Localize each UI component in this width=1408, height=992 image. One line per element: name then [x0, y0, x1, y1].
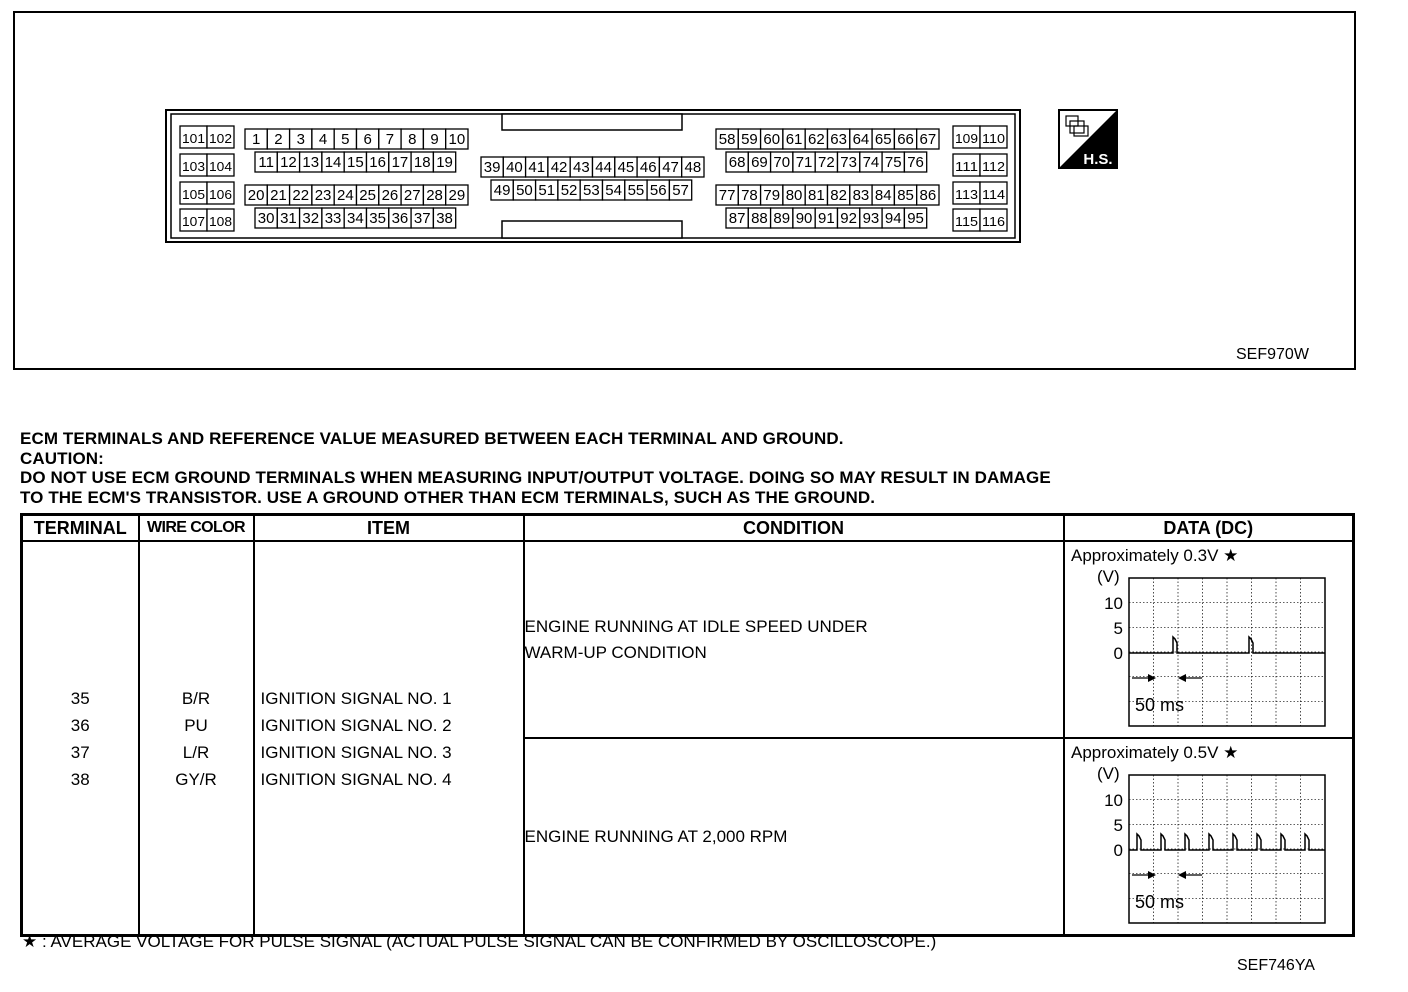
connector-pin-62: 62 [808, 131, 825, 148]
table-row [22, 541, 1354, 738]
connector-pin-4: 4 [318, 131, 328, 148]
condition-idle [524, 541, 1064, 738]
connector-pin-103: 103 [182, 159, 205, 174]
wire-color-cell [139, 541, 254, 936]
connector-pin-116: 116 [982, 214, 1005, 229]
connector-pin-26: 26 [381, 187, 399, 204]
ecm-terminal-table [20, 513, 1355, 937]
connector-pin-44: 44 [595, 159, 612, 176]
connector-pin-3: 3 [296, 131, 305, 148]
connector-pin-80: 80 [785, 187, 803, 204]
connector-pin-74: 74 [862, 154, 880, 171]
connector-pin-1: 1 [251, 131, 261, 148]
scope-tick-0: 0 [1113, 644, 1123, 663]
connector-pin-43: 43 [573, 159, 590, 176]
connector-pin-61: 61 [785, 131, 803, 148]
connector-pin-19: 19 [436, 154, 453, 171]
oscilloscope-idle [1065, 542, 1355, 732]
connector-pin-91: 91 [818, 210, 835, 227]
connector-pin-30: 30 [257, 210, 275, 227]
connector-pin-11: 11 [258, 154, 274, 171]
wire-color-3: L/R [182, 743, 210, 762]
connector-pin-31: 31 [280, 210, 297, 227]
caution-text-1: DO NOT USE ECM GROUND TERMINALS WHEN MEASURING INPUT/OUTPUT VOLTAGE. DOING SO MAY RESULT IN DAMAGE [20, 468, 1051, 487]
item-4: IGNITION SIGNAL NO. 4 [260, 770, 452, 789]
scope-unit-label: (V) [1096, 764, 1120, 783]
connector-pin-58: 58 [718, 131, 736, 148]
connector-pin-57: 57 [672, 182, 689, 199]
connector-pin-17: 17 [391, 154, 409, 171]
connector-pin-49: 49 [493, 182, 511, 199]
col-data: DATA (DC) [1064, 515, 1354, 542]
connector-pin-29: 29 [448, 187, 466, 204]
connector-pin-84: 84 [874, 187, 892, 204]
connector-pin-27: 27 [403, 187, 421, 204]
connector-pin-108: 108 [209, 214, 232, 229]
terminal-35: 35 [70, 689, 90, 708]
connector-pin-56: 56 [649, 182, 667, 199]
terminal-37: 37 [70, 743, 90, 762]
connector-pin-7: 7 [385, 131, 395, 148]
connector-pin-89: 89 [773, 210, 791, 227]
connector-pin-110: 110 [982, 131, 1005, 146]
connector-pin-64: 64 [852, 131, 870, 148]
connector-pin-93: 93 [862, 210, 880, 227]
connector-pin-83: 83 [852, 187, 870, 204]
connector-pin-6: 6 [363, 131, 372, 148]
connector-latch-bottom [502, 221, 682, 238]
connector-pin-5: 5 [341, 131, 350, 148]
connector-pin-18: 18 [413, 154, 431, 171]
connector-pin-101: 101 [182, 131, 205, 146]
table-figure-code: SEF746YA [1237, 957, 1315, 974]
connector-pin-85: 85 [897, 187, 914, 204]
connector-pin-8: 8 [408, 131, 417, 148]
scope-tick-0: 0 [1113, 841, 1123, 860]
connector-pin-16: 16 [369, 154, 386, 171]
scope-tick-10: 10 [1103, 594, 1123, 613]
condition-2000rpm-line1: ENGINE RUNNING AT 2,000 RPM [524, 826, 788, 846]
connector-pin-51: 51 [538, 182, 556, 199]
connector-pin-55: 55 [627, 182, 645, 199]
table-header-row [22, 515, 1354, 542]
oscilloscope-2000rpm [1065, 739, 1355, 929]
item-3: IGNITION SIGNAL NO. 3 [260, 743, 452, 762]
scope-value-label: Approximately 0.3V ★ [1070, 546, 1238, 565]
scope-unit-label: (V) [1096, 567, 1120, 586]
connector-pin-112: 112 [982, 159, 1005, 174]
data-idle [1064, 541, 1354, 738]
connector-pin-90: 90 [795, 210, 813, 227]
scope-value-label: Approximately 0.5V ★ [1070, 743, 1238, 762]
connector-pin-78: 78 [741, 187, 758, 204]
connector-pin-39: 39 [483, 159, 501, 176]
connector-pin-92: 92 [840, 210, 857, 227]
connector-pin-38: 38 [436, 210, 453, 227]
connector-pin-82: 82 [830, 187, 847, 204]
item-2: IGNITION SIGNAL NO. 2 [260, 716, 452, 735]
connector-pin-79: 79 [763, 187, 781, 204]
data-2000rpm [1064, 738, 1354, 936]
connector-pin-76: 76 [907, 154, 924, 171]
connector-pin-71: 71 [795, 154, 813, 171]
connector-pin-66: 66 [897, 131, 914, 148]
connector-pin-75: 75 [884, 154, 902, 171]
connector-pin-28: 28 [426, 187, 443, 204]
connector-pin-115: 115 [955, 214, 978, 229]
connector-pin-48: 48 [684, 159, 702, 176]
wire-color-2: PU [184, 716, 208, 735]
connector-pin-109: 109 [955, 131, 978, 146]
connector-pin-65: 65 [874, 131, 892, 148]
connector-pin-111: 111 [955, 159, 978, 174]
connector-pin-63: 63 [830, 131, 847, 148]
connector-pin-53: 53 [583, 182, 600, 199]
footnote: ★ : AVERAGE VOLTAGE FOR PULSE SIGNAL (ACTUAL PULSE SIGNAL CAN BE CONFIRMED BY OSCILLOSCOPE.) [22, 932, 937, 951]
connector-pin-113: 113 [955, 187, 978, 202]
connector-pin-45: 45 [617, 159, 635, 176]
connector-pins [180, 126, 1007, 231]
connector-pin-20: 20 [247, 187, 265, 204]
connector-pin-73: 73 [840, 154, 857, 171]
connector-pin-67: 67 [919, 131, 937, 148]
hs-label: H.S. [1083, 151, 1113, 168]
connector-pin-25: 25 [359, 187, 376, 204]
hs-icon [1059, 110, 1117, 168]
terminal-38: 38 [70, 770, 90, 789]
connector-pin-104: 104 [209, 159, 232, 174]
caution-text-2: TO THE ECM'S TRANSISTOR. USE A GROUND OTHER THAN ECM TERMINALS, SUCH AS THE GROUND. [20, 488, 876, 507]
connector-pin-34: 34 [347, 210, 364, 227]
connector-pin-35: 35 [369, 210, 386, 227]
connector-pin-9: 9 [430, 131, 439, 148]
connector-pin-88: 88 [751, 210, 768, 227]
col-wire-color: WIRE COLOR [139, 515, 254, 542]
connector-pin-72: 72 [818, 154, 835, 171]
col-terminal: TERMINAL [22, 515, 139, 542]
caution-label: CAUTION: [20, 449, 104, 468]
connector-pin-23: 23 [314, 187, 332, 204]
connector-pin-24: 24 [337, 187, 354, 204]
connector-pin-54: 54 [605, 182, 622, 199]
connector-pin-105: 105 [182, 187, 205, 202]
connector-pin-47: 47 [662, 159, 679, 176]
connector-pin-94: 94 [884, 210, 902, 227]
connector-pin-46: 46 [639, 159, 657, 176]
connector-pin-21: 21 [270, 187, 287, 204]
item-1: IGNITION SIGNAL NO. 1 [260, 689, 452, 708]
col-condition: CONDITION [524, 515, 1064, 542]
connector-figure-code: SEF970W [1236, 346, 1309, 363]
scope-tick-5: 5 [1113, 619, 1123, 638]
terminal-36: 36 [70, 716, 90, 735]
col-item: ITEM [254, 515, 524, 542]
connector-latch-top [502, 114, 682, 130]
wire-color-4: GY/R [175, 770, 217, 789]
connector-pin-114: 114 [982, 187, 1005, 202]
connector-pin-70: 70 [773, 154, 791, 171]
connector-pin-52: 52 [560, 182, 578, 199]
connector-pin-77: 77 [718, 187, 736, 204]
item-cell [254, 541, 524, 936]
connector-pin-42: 42 [550, 159, 568, 176]
scope-tick-10: 10 [1103, 791, 1123, 810]
connector-pin-68: 68 [728, 154, 746, 171]
connector-pin-33: 33 [324, 210, 342, 227]
connector-pin-14: 14 [324, 154, 342, 171]
header-title: ECM TERMINALS AND REFERENCE VALUE MEASURED BETWEEN EACH TERMINAL AND GROUND. [20, 429, 844, 448]
connector-pin-12: 12 [280, 154, 297, 171]
connector-pin-69: 69 [751, 154, 768, 171]
condition-idle-line2: WARM-UP CONDITION [524, 642, 707, 662]
scope-tick-5: 5 [1113, 816, 1123, 835]
terminal-cell [22, 541, 139, 936]
connector-pin-50: 50 [516, 182, 533, 199]
connector-pin-107: 107 [182, 214, 205, 229]
connector-pin-81: 81 [808, 187, 825, 204]
connector-pin-86: 86 [919, 187, 937, 204]
connector-pin-40: 40 [506, 159, 523, 176]
connector-pin-13: 13 [302, 154, 320, 171]
scope-timebase-label: 50 ms [1134, 892, 1184, 912]
scope-timebase-label: 50 ms [1134, 695, 1184, 715]
connector-pin-102: 102 [209, 131, 232, 146]
connector-pin-32: 32 [302, 210, 320, 227]
connector-pin-36: 36 [391, 210, 409, 227]
condition-idle-line1: ENGINE RUNNING AT IDLE SPEED UNDER [524, 616, 868, 636]
connector-pin-106: 106 [209, 187, 232, 202]
ecm-connector-figure [0, 0, 1408, 380]
connector-pin-87: 87 [728, 210, 746, 227]
connector-pin-59: 59 [741, 131, 758, 148]
connector-pin-10: 10 [448, 131, 466, 148]
connector-pin-2: 2 [274, 131, 283, 148]
connector-pin-95: 95 [907, 210, 924, 227]
connector-pin-41: 41 [528, 159, 546, 176]
connector-pin-22: 22 [292, 187, 310, 204]
wire-color-1: B/R [181, 689, 211, 708]
connector-pin-37: 37 [413, 210, 431, 227]
connector-pin-60: 60 [763, 131, 781, 148]
connector-pin-15: 15 [347, 154, 364, 171]
condition-2000rpm [524, 738, 1064, 936]
